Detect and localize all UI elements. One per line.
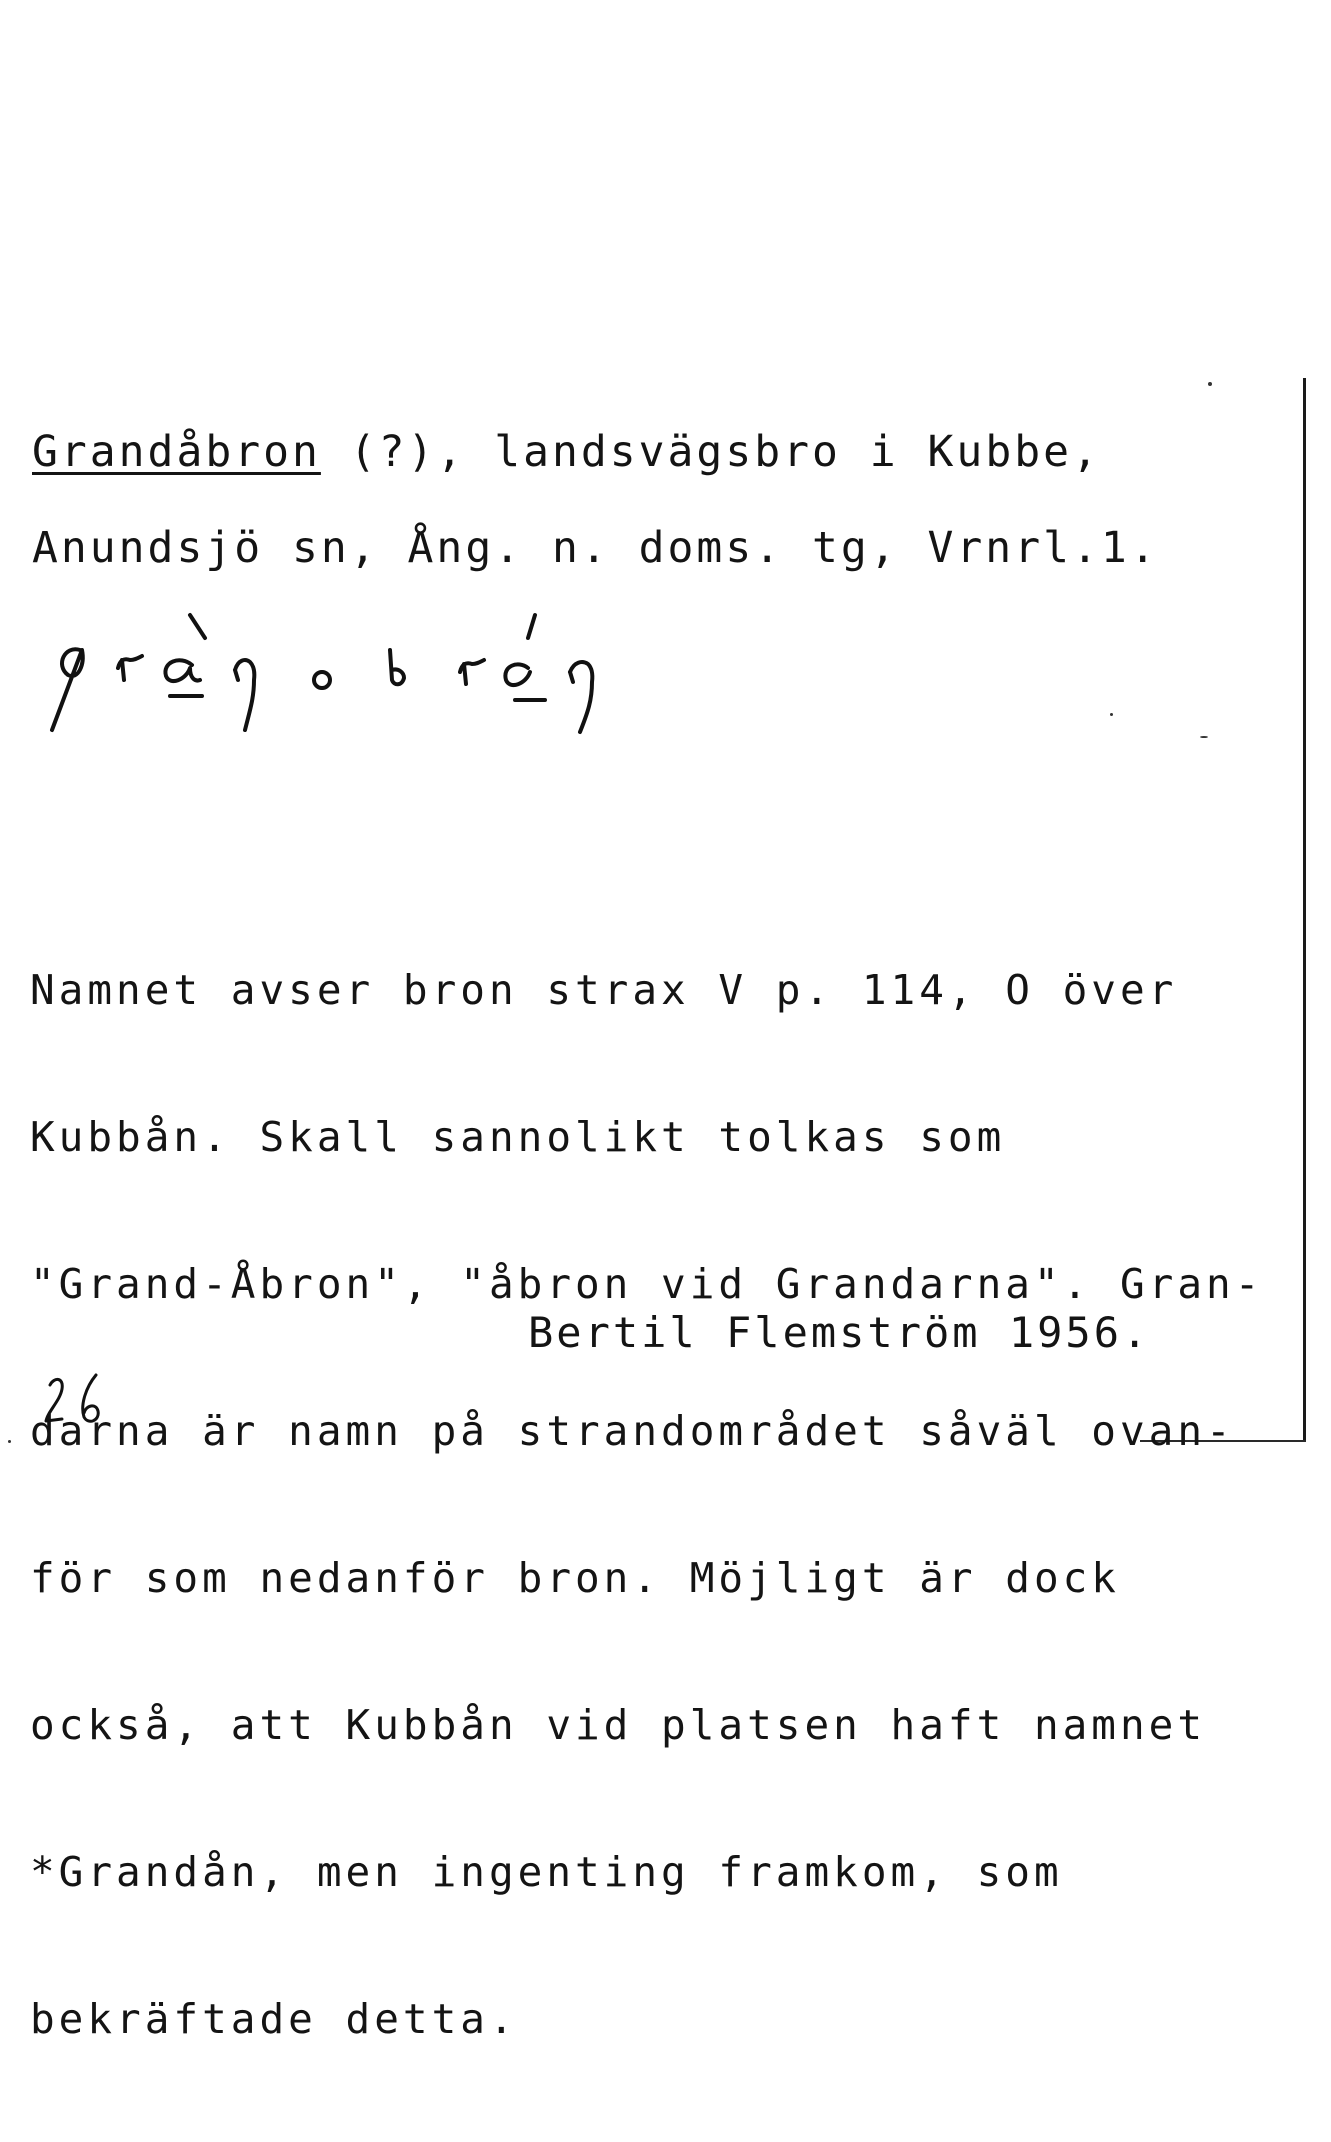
speck: [8, 1440, 11, 1443]
speck: [1200, 736, 1208, 738]
body-line: för som nedanför bron. Möjligt är dock: [30, 1554, 1120, 1602]
headword: Grandåbron: [32, 427, 321, 477]
body-line: *Grandån, men ingenting framkom, som: [30, 1848, 1063, 1896]
body-line: Kubbån. Skall sannolikt tolkas som: [30, 1113, 1006, 1161]
body-line: Namnet avser bron strax V p. 114, O över: [30, 966, 1178, 1014]
body-line: också, att Kubbån vid platsen haft namnet: [30, 1701, 1207, 1749]
card-right-edge: [1303, 378, 1306, 1440]
handwritten-number: [40, 1365, 120, 1435]
body-line: darna är namn på strandområdet såväl ovan-: [30, 1407, 1235, 1455]
phonetic-handwriting: [40, 600, 640, 750]
location-line: Anundsjö sn, Ång. n. doms. tg, Vrnrl.1.: [32, 523, 1159, 573]
speck: [1110, 713, 1113, 716]
title-line-rest: (?), landsvägsbro i Kubbe,: [320, 427, 1101, 477]
signature: Bertil Flemström 1956.: [528, 1308, 1151, 1357]
body-line: bekräftade detta.: [30, 1995, 518, 2043]
body-line: "Grand-Åbron", "åbron vid Grandarna". Gran-: [30, 1260, 1264, 1308]
body-text: [30, 868, 1263, 2142]
speck: [1208, 382, 1212, 386]
title-line: [32, 428, 1101, 476]
